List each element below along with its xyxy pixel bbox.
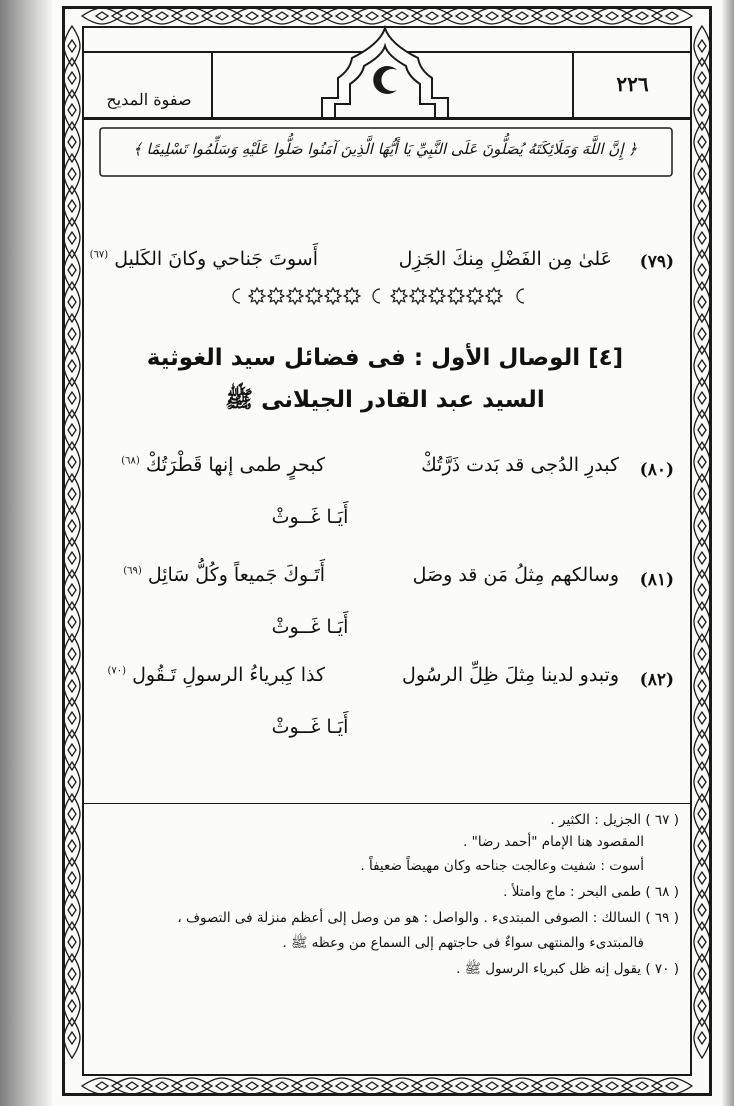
star-icon bbox=[344, 288, 360, 304]
crescent-icon bbox=[373, 289, 380, 303]
quran-verse-banner: ﴿ إِنَّ اللَّهَ وَمَلَائِكَتَهُ يُصَلُّونَ عَلَى النَّبِيِّ يَا أَيُّهَا الَّذِينَ آمَنُوا صَلُّوا عَلَيْهِ وَسَلِّمُوا تَسْلِيمًا ﴾ bbox=[132, 140, 638, 158]
footnote-divider bbox=[82, 803, 692, 804]
footnote-68: ( ٦٨ ) طمى البحر : ماج وامتلأ . bbox=[503, 884, 679, 900]
star-icon bbox=[287, 288, 303, 304]
line-79-number: (٧٩) bbox=[639, 252, 674, 272]
line-number: (٨٠) bbox=[639, 460, 674, 480]
page-edge-shadow bbox=[722, 0, 734, 1106]
right-hemistich: وسالكهم مِثلُ مَن قد وصَل bbox=[412, 564, 619, 586]
star-icon bbox=[448, 288, 464, 304]
right-hemistich: كبدرِ الدُجى قد بَدت ذَرَّتُكْ bbox=[421, 454, 619, 476]
section-title-line-2: السيد عبد القادر الجيلانى ﷺ bbox=[225, 387, 545, 413]
star-icon bbox=[467, 288, 483, 304]
footnote-67: ( ٦٧ ) الجزيل : الكثير . bbox=[550, 812, 679, 828]
footnote-67-cont-2: أسوت : شفيت وعالجت جناحه وكان مهيضاً ضعيفاً . bbox=[360, 858, 644, 874]
book-gutter-shadow bbox=[0, 0, 52, 1106]
star-crescent-ornament bbox=[225, 285, 545, 307]
footnote-69: ( ٦٩ ) السالك : الصوفى المبتدىء . والواصل : هو من وصل إلى أعظم منزلة فى التصوف ، bbox=[177, 910, 679, 926]
crescent-icon bbox=[233, 289, 240, 303]
star-icon bbox=[306, 288, 322, 304]
footnote-70: ( ٧٠ ) يقول إنه ظل كبرياء الرسول ﷺ . bbox=[456, 961, 679, 977]
chorus: أَيَـا غَــوثْ bbox=[271, 506, 349, 528]
line-number: (٨١) bbox=[639, 570, 674, 590]
crescent-icon bbox=[517, 289, 524, 303]
star-icon bbox=[268, 288, 284, 304]
section-title-line-1: [٤] الوصال الأول : فى فضائل سيد الغوثية bbox=[146, 345, 624, 371]
left-hemistich: كبحرٍ طمى إنها قَطْرَتُكْ $^{(٦٨)}$ bbox=[121, 454, 325, 476]
right-hemistich: وتبدو لدينا مِثلَ ظِلِّ الرسُول bbox=[402, 664, 619, 686]
star-icon bbox=[429, 288, 445, 304]
left-hemistich: أَتَـوكَ جَميعاً وكُلُّ سَائِل $^{(٦٩)}$ bbox=[123, 564, 325, 586]
line-79-left-hemistich: أَسوتَ جَناحي وكانَ الكَليل $^{(٦٧)}$ bbox=[89, 248, 318, 270]
star-icon bbox=[325, 288, 341, 304]
line-number: (٨٢) bbox=[639, 670, 674, 690]
page-number: ٢٢٦ bbox=[616, 72, 649, 96]
left-hemistich: كذا كِبرياءُ الرسولِ تَـقُول $^{(٧٠)}$ bbox=[107, 664, 325, 686]
footnote-69-cont: فالمبتدىء والمنتهى سواءٌ فى حاجتهم إلى السماع من وعظه ﷺ . bbox=[282, 935, 644, 951]
star-icon bbox=[410, 288, 426, 304]
chorus: أَيَـا غَــوثْ bbox=[271, 616, 349, 638]
footnote-67-cont-1: المقصود هنا الإمام "أحمد رضا" . bbox=[463, 834, 644, 850]
star-icon bbox=[391, 288, 407, 304]
line-79-right-hemistich: عَلىٰ مِن الفَضْلِ مِنكَ الجَزِل bbox=[398, 248, 612, 270]
book-title: صفوة المديح bbox=[106, 90, 192, 109]
chorus: أَيَـا غَــوثْ bbox=[271, 716, 349, 738]
star-icon bbox=[486, 288, 502, 304]
star-icon bbox=[249, 288, 265, 304]
